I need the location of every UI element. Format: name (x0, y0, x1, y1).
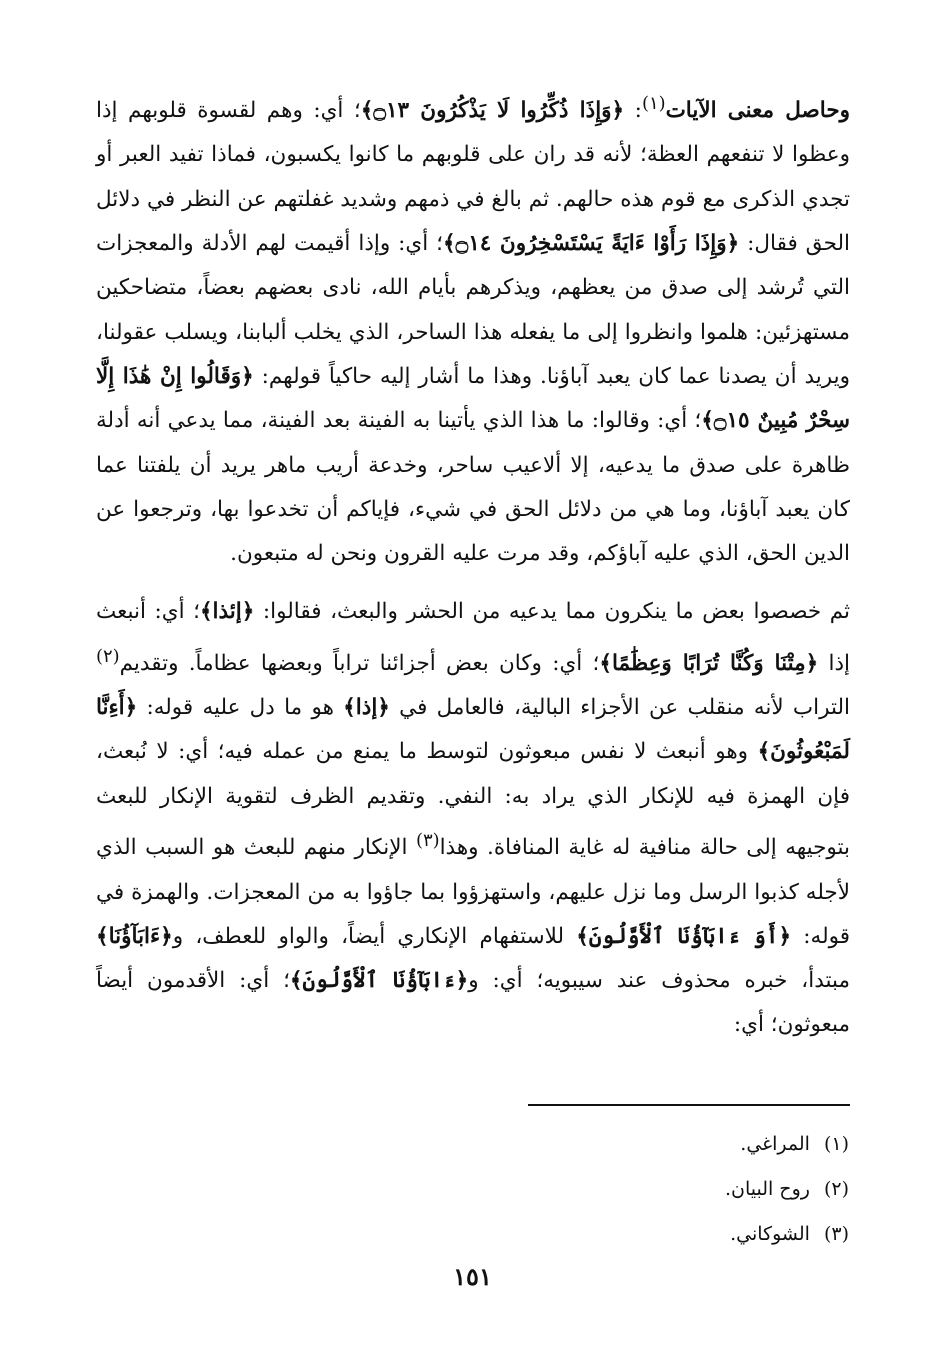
footnote-number: (٣) (823, 1223, 849, 1245)
quran-verse: ﴿أَءِنَّا لَمَبْعُوثُونَ﴾ (96, 695, 850, 765)
footnote-number: (١) (823, 1133, 849, 1155)
paragraph-1 (96, 82, 850, 576)
commentary-text: ؛ أي: وقالوا: ما هذا الذي يأتينا به الفينة بعد الفينة، مما يدعي أنه أدلة ظاهرة على صدق ما يدعيه، إلا ألاعيب ساحر، وخدعة أريب ماهر يريد أن يلفتنا عما كان يعبد آباؤنا، وما هي من دلائل الحق في شيء، فإياكم أن تخدعوا بها، وترجعوا عن الدين الحق، الذي عليه آباؤكم، وقد مرت عليه القرون ونحن له متبعون. (96, 408, 850, 567)
commentary-text: ؛ أي: وهم لقسوة قلوبهم إذا وعظوا لا تنفعهم العظة؛ لأنه قد ران على قلوبهم ما كانوا يكسبون، فماذا تفيد العبر أو تجدي الذكرى مع قوم هذه حالهم. ثم بالغ في ذمهم وشديد غفلتهم عن النظر في دلائل الحق فقال: (96, 98, 850, 257)
section-lead: وحاصل معنى الآيات (665, 98, 850, 124)
quran-verse: ﴿وَإِذَا رَأَوْا ءَايَةً يَسْتَسْخِرُونَ ۝١٤﴾ (443, 231, 740, 257)
commentary-text: التراب لأنه منقلب عن الأجزاء البالية، فالعامل في (389, 695, 850, 721)
main-text (96, 82, 850, 1048)
commentary-text: الإنكار منهم للبعث هو السبب الذي لأجله كذبوا الرسل وما نزل عليهم، واستهزؤوا بما جاؤوا به من المعجزات. والهمزة في قوله: (96, 835, 851, 949)
page-number: ١٥١ (453, 1262, 492, 1291)
footnote-number: (٢) (823, 1178, 849, 1200)
commentary-text: ؛ أي: أنبعث إذا (96, 599, 850, 676)
footnote-text: الشوكاني. (730, 1223, 810, 1245)
commentary-text: هو ما دل عليه قوله: (137, 695, 344, 721)
footnote-ref-2: (٢) (96, 645, 120, 667)
commentary-text: ؛ أي: وكان بعض أجزائنا تراباً وبعضها عظاماً. وتقديم (119, 650, 600, 676)
footnote-text: المراغي. (740, 1133, 810, 1155)
commentary-text: ؛ أي: وإذا أقيمت لهم الأدلة والمعجزات التي تُرشد إلى صدق من يعظهم، ويذكرهم بأيام الله، نادى بعضهم بعضاً، متضاحكين مستهزئين: هلموا وانظروا إلى ما يفعله هذا الساحر، الذي يخلب ألبابنا، ويسلب عقولنا، ويريد أن يصدنا عما كان يعبد آباؤنا. وهذا ما أشار إليه حاكياً قولهم: (96, 231, 850, 389)
commentary-text: مبتدأ، خبره محذوف عند سيبويه؛ أي: و (468, 968, 850, 994)
footnote-item (449, 1122, 849, 1167)
commentary-text: ثم خصصوا بعض ما ينكرون مما يدعيه من الحشر والبعث، فقالوا: (254, 599, 850, 625)
commentary-text: ؛ أي: الأقدمون أيضاً مبعوثون؛ أي: (96, 968, 850, 1038)
quran-verse: ﴿ءَابَآؤُنَا ٱلْأَوَّلُونَ﴾ (289, 968, 469, 994)
footnote-ref-1: (١) (641, 93, 666, 114)
quran-word: ﴿إئذا﴾ (199, 599, 255, 625)
quran-word: ﴿ءَابَآؤُنَا﴾ (96, 923, 173, 949)
quran-verse: ﴿أَوَ ءَابَآؤُنَا ٱلْأَوَّلُونَ﴾ (576, 923, 792, 949)
quran-verse: ﴿وَإِذَا ذُكِّرُوا لَا يَذْكُرُونَ ۝١٣﴾ (360, 98, 625, 124)
footnote-ref-3: (٣) (415, 830, 440, 852)
footnotes (449, 1122, 849, 1257)
quran-word: ﴿إذا﴾ (343, 695, 390, 721)
lead-colon: : (624, 98, 642, 124)
quran-verse: ﴿مِتْنَا وَكُنَّا تُرَابًا وَعِظَٰمًا﴾ (599, 650, 819, 676)
footnote-item (449, 1167, 849, 1212)
commentary-text: للاستفهام الإنكاري أيضاً، والواو للعطف، و (172, 923, 577, 949)
paragraph-2 (96, 590, 850, 1047)
footnote-divider (528, 1104, 850, 1106)
footnote-item (449, 1212, 849, 1257)
commentary-text: وهو أنبعث لا نفس مبعوثون لتوسط ما يمنع من عمله فيه؛ أي: لا نُبعث، فإن الهمزة فيه للإنكار الذي يراد به: النفي. وتقديم الظرف لتقوية الإنكار للبعث بتوجيهه إلى حالة منافية له غاية المنافاة. وهذا (96, 739, 850, 861)
footnote-text: روح البيان. (724, 1178, 810, 1200)
quran-verse: ﴿وَقَالُوا إِنْ هَٰذَا إِلَّا سِحْرٌ مُبِينٌ ۝١٥﴾ (96, 363, 851, 434)
